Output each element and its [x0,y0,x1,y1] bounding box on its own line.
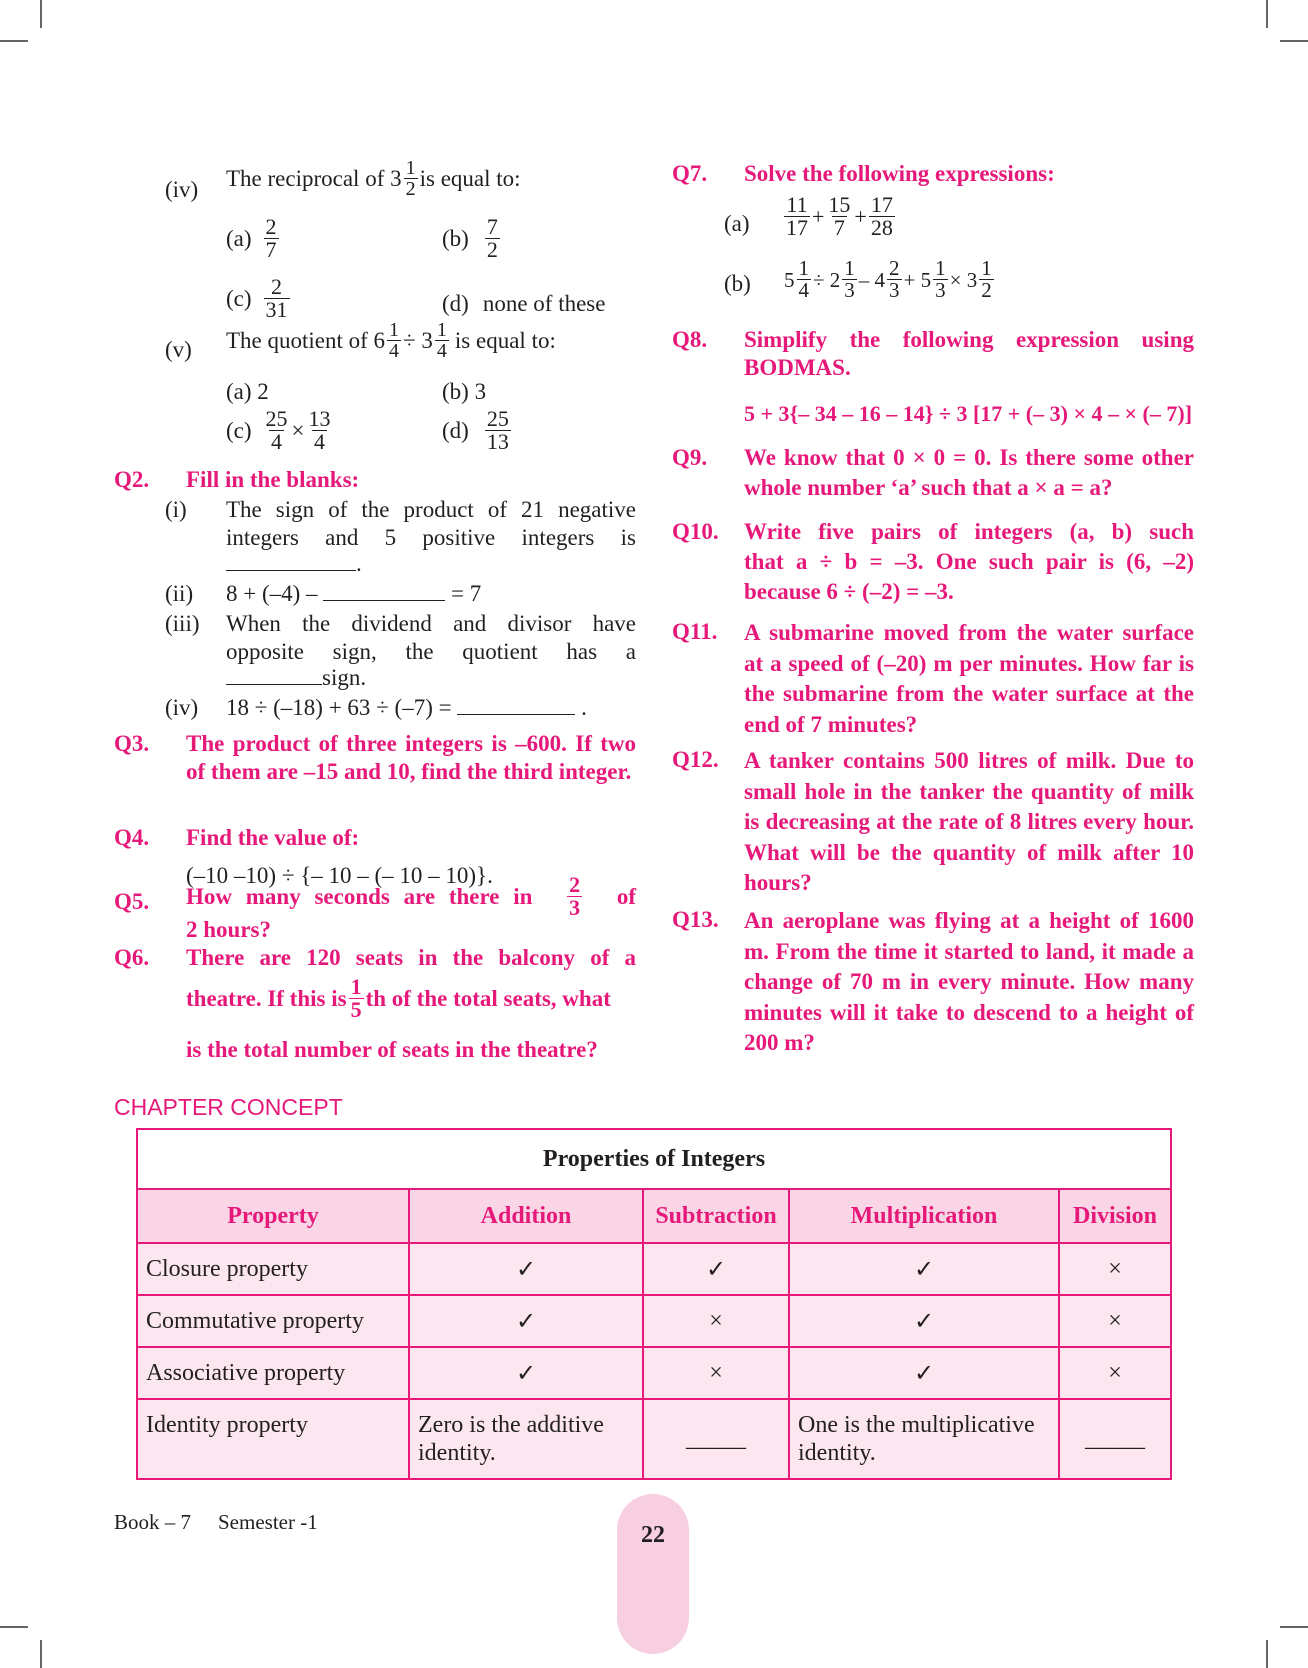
crop-mark [1266,0,1268,28]
cross-mark: × [643,1295,789,1347]
option-d: (d) none of these [442,291,606,316]
question-text: 2 hours? [186,917,271,942]
check-mark: ✓ [789,1347,1059,1399]
question-number: Q13. [672,907,719,932]
option-a: (a) $\frac{2}{7}$ [226,214,277,262]
option-c: (c) $\frac{25}{4}$ × $\frac{13}{4}$ [226,406,331,454]
cross-mark: × [1059,1295,1171,1347]
check-mark: ✓ [409,1243,643,1295]
table-row [137,1399,1171,1479]
expression: (–10 –10) ÷ {– 10 – (– 10 – 10)}. [186,863,493,888]
question-text: that a ÷ b = –3. One such pair is (6, –2) [744,549,1194,574]
question-text: An aeroplane was flying at a height of 1600 m. From the time it started to land, it made a change of 70 m in every minute. How many minutes will it take to descend to a height of 200 m? [744,908,1194,1055]
crop-mark [1280,1626,1308,1628]
page-number: 22 [641,1522,665,1548]
expression-a: $\frac{11}{17}$ + $\frac{15}{7}$ + $\frac{17}{28}$ [786,192,893,240]
question-text: A tanker contains 500 litres of milk. Due to small hole in the tanker the quantity of milk is decreasing at the rate of 8 litres every hour. What will be the quantity of milk after 10 hours? [744,748,1194,895]
section-heading: CHAPTER CONCEPT [114,1094,343,1120]
item-number: (iv) [165,695,199,720]
blank-i: The sign of the product of 21 negative integers and 5 positive integers is [226,497,636,550]
question-text: Write five pairs of integers (a, b) such [744,519,1194,544]
question-number: Q11. [672,619,718,644]
header-division: Division [1059,1189,1171,1243]
item-label: (a) [724,211,750,236]
crop-mark [1266,1640,1268,1668]
crop-mark [0,1626,28,1628]
question-number: Q2. [114,467,150,492]
page-number-badge [617,1494,689,1654]
crop-mark [0,40,28,42]
properties-table [136,1128,1172,1480]
check-mark: ✓ [409,1295,643,1347]
cross-mark: × [1059,1243,1171,1295]
question-number: Q10. [672,519,719,544]
question-iv [226,158,521,199]
cross-mark: × [643,1347,789,1399]
crop-mark [40,1640,42,1668]
property-name: Closure property [137,1243,409,1295]
question-v: The quotient of 6 $\frac{1}{4}$ ÷ 3 $\frac{1}{4}$ is equal to: [226,319,556,362]
question-text: A submarine moved from the water surface at a speed of (–20) m per minutes. How far is the submarine from the water surface at the end of 7 minutes? [744,620,1194,737]
property-name: Associative property [137,1347,409,1399]
question-text: because 6 ÷ (–2) = –3. [744,579,954,604]
question-number: Q7. [672,161,708,186]
header-property: Property [137,1189,409,1243]
question-text: The reciprocal of 3 [226,165,402,191]
question-text: There are 120 seats in the balcony of a [186,945,636,970]
option-b: (b) $\frac{7}{2}$ [442,214,498,262]
property-name: Commutative property [137,1295,409,1347]
table-row [137,1347,1171,1399]
table-row [137,1295,1171,1347]
question-title: Fill in the blanks: [186,467,360,492]
identity-text: Zero is the additive identity. [409,1399,643,1479]
blank-iii: When the dividend and divisor have opposite sign, the quotient has a [226,611,636,664]
question-text: is equal to: [419,165,521,191]
item-number: (iv) [165,177,199,202]
question-number: Q6. [114,945,150,970]
table-header-row [137,1189,1171,1243]
question-text: theatre. If this is $\frac{1}{5}$ th of the total seats, what [186,974,611,1022]
header-subtraction: Subtraction [643,1189,789,1243]
question-text: is the total number of seats in the theatre? [186,1037,598,1062]
blank-iv: 18 ÷ (–18) + 63 ÷ (–7) = . [226,695,587,720]
header-addition: Addition [409,1189,643,1243]
footer-semester: Semester -1 [218,1510,318,1534]
option-a: (a) 2 [226,379,269,404]
item-number: (iii) [165,611,200,636]
option-b: (b) 3 [442,379,487,404]
footer-book: Book – 7 [114,1510,192,1534]
question-text: We know that 0 × 0 = 0. Is there some other [744,445,1194,470]
table-row [137,1243,1171,1295]
option-d: (d) $\frac{25}{13}$ [442,406,509,454]
expression-b: 5 $\frac{1}{4}$ ÷ 2 $\frac{1}{3}$ – 4 $\frac{2}{3}$ + 5 $\frac{1}{3}$ × 3 $\frac{1}{2}$ [784,256,992,302]
item-label: (b) [724,271,751,296]
question-text: Simplify the following expression using BODMAS. [744,327,1194,380]
question-number: Q8. [672,327,708,352]
check-mark: ✓ [409,1347,643,1399]
question-text: Find the value of: [186,825,360,850]
blank-line: . [226,550,362,578]
header-multiplication: Multiplication [789,1189,1059,1243]
identity-text: One is the multiplicative identity. [789,1399,1059,1479]
cross-mark: × [1059,1347,1171,1399]
question-number: Q9. [672,445,708,470]
question-number: Q4. [114,825,150,850]
question-number: Q12. [672,747,719,772]
question-text: The product of three integers is –600. If two of them are –15 and 10, find the third integer. [186,731,636,784]
option-c: (c) $\frac{2}{31}$ [226,274,288,322]
blank-ii: 8 + (–4) – = 7 [226,581,482,606]
expression: 5 + 3{– 34 – 16 – 14} ÷ 3 [17 + (– 3) × 4 – × (– 7)] [744,401,1193,426]
table-title: Properties of Integers [137,1129,1171,1189]
check-mark: ✓ [789,1295,1059,1347]
crop-mark [40,0,42,28]
question-text: whole number ‘a’ such that a × a = a? [744,475,1113,500]
question-number: Q5. [114,889,150,914]
question-number: Q3. [114,731,150,756]
question-title: Solve the following expressions: [744,161,1055,186]
blank-cell: _____ [643,1399,789,1479]
property-name: Identity property [137,1399,409,1479]
crop-mark [1280,40,1308,42]
blank-cell: _____ [1059,1399,1171,1479]
item-number: (i) [165,497,187,522]
question-text: How many seconds are there in $\frac{2}{3}$ of [186,872,636,920]
item-number: (v) [165,337,192,362]
check-mark: ✓ [643,1243,789,1295]
check-mark: ✓ [789,1243,1059,1295]
blank-line: sign. [226,664,366,692]
fraction: $\frac{1}{2}$ [405,157,416,200]
item-number: (ii) [165,581,194,606]
